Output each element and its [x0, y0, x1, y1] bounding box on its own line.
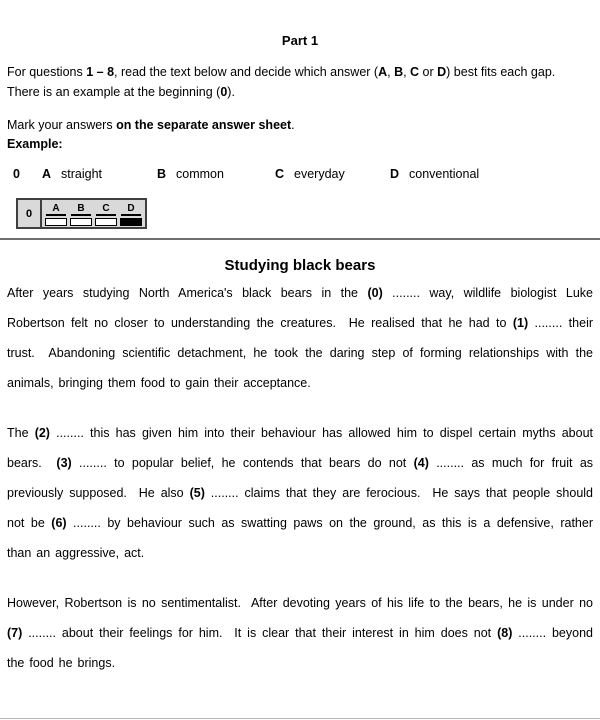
mark-answers-note: Mark your answers on the separate answer sheet. [7, 118, 295, 132]
example-option-a [42, 164, 102, 184]
option-word: conventional [409, 167, 480, 181]
answer-sheet-sample [16, 198, 147, 229]
answer-option-d [120, 203, 142, 226]
answer-option-letter: A [46, 203, 66, 216]
filled-lozenge [120, 218, 142, 226]
option-letter: C [275, 167, 285, 181]
option-word: straight [61, 167, 102, 181]
section-divider-line [0, 238, 600, 240]
passage [7, 278, 593, 698]
passage-paragraph: After years studying North America's black bears in the (0) ........ way, wildlife biologist Luke Robertson felt no closer to understanding the creatures. He realised that he had to (1) ........ their trust. Abandoning scientific detachment, he took the daring step of forming relationships with the animals, bringing them food to gain their acceptance. [7, 286, 594, 390]
example-label: Example: [7, 137, 63, 151]
empty-lozenge [70, 218, 92, 226]
answer-option-c [95, 203, 117, 226]
option-word: everyday [294, 167, 345, 181]
example-options-row [0, 164, 600, 184]
empty-lozenge [45, 218, 67, 226]
example-option-d [390, 164, 479, 184]
option-letter: D [390, 167, 400, 181]
passage-paragraph: The (2) ........ this has given him into their behaviour has allowed him to dispel certain myths about bears. (3) ........ to popular belief, he contends that bears do not (4) ........ as much for fruit as previously supposed. He also (5) ........ claims that they are ferocious. He says that people should not be (6) ........ by behaviour such as swatting paws on the ground, as this is a defensive, rather than an aggressive, act. [7, 426, 594, 560]
example-question-number: 0 [13, 167, 20, 181]
answer-sheet-number: 0 [18, 200, 42, 227]
passage-title: Studying black bears [224, 257, 376, 274]
instructions-text: For questions 1 – 8, read the text below and decide which answer (A, B, C or D) best fits each gap. There is an example at the beginning (0). [7, 65, 559, 99]
part-title: Part 1 [281, 33, 319, 48]
example-option-c [275, 164, 345, 184]
answer-sheet-options [42, 200, 145, 227]
answer-option-letter: D [121, 203, 141, 216]
example-option-b [157, 164, 224, 184]
empty-lozenge [95, 218, 117, 226]
option-letter: B [157, 167, 167, 181]
answer-option-letter: C [96, 203, 116, 216]
option-letter: A [42, 167, 52, 181]
answer-option-a [45, 203, 67, 226]
answer-option-b [70, 203, 92, 226]
page-bottom-rule [0, 718, 600, 719]
answer-option-letter: B [71, 203, 91, 216]
option-word: common [176, 167, 224, 181]
passage-paragraph: However, Robertson is no sentimentalist. After devoting years of his life to the bears, he is under no (7) ........ about their feelings for him. It is clear that their interest in him does not (8) ........ beyond the food he brings. [7, 596, 593, 670]
